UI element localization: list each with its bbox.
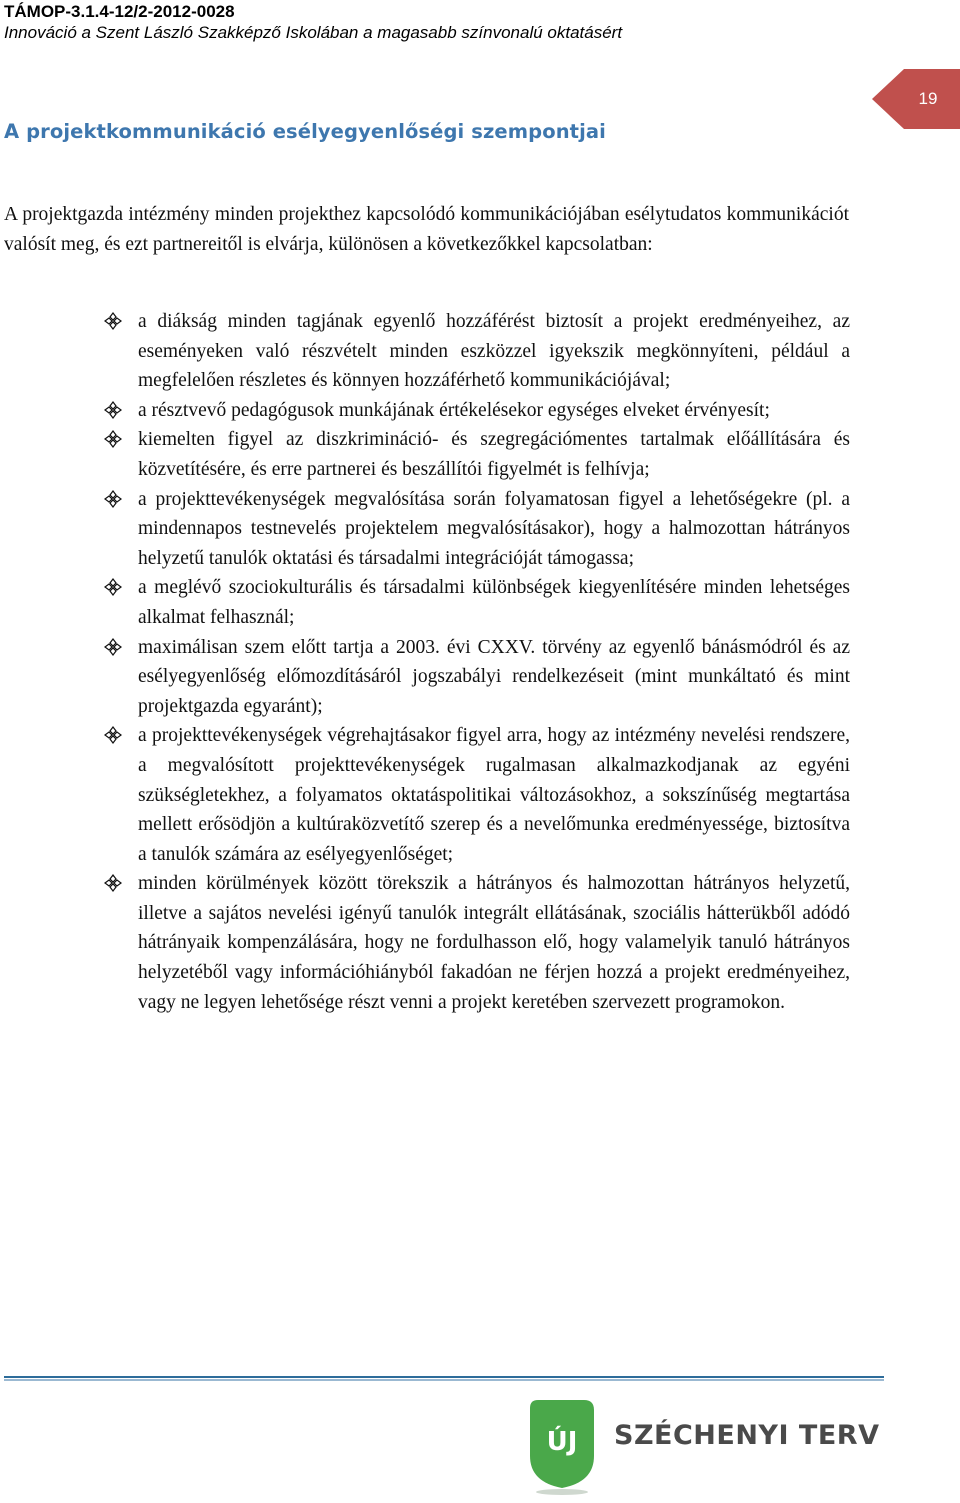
logo-badge-text: ÚJ [546,1427,578,1457]
intro-paragraph: A projektgazda intézmény minden projekthez kapcsolódó kommunikációjában esélytudatos kommunikációt valósít meg, és ezt partnereitől is elvárja, különösen a következőkkel kapcsolatban: [4,204,849,255]
footer-rule [4,1376,884,1381]
diamond-bullet-icon [104,430,122,448]
diamond-bullet-icon [104,490,122,508]
project-subtitle: Innováció a Szent László Szakképző Iskolában a magasabb színvonalú oktatásért [4,23,623,42]
szechenyi-terv-logo [522,1398,880,1498]
list-item [0,633,850,722]
list-item [0,573,850,632]
project-code: TÁMOP-3.1.4-12/2-2012-0028 [4,2,235,21]
list-item-text: maximálisan szem előtt tartja a 2003. évi CXXV. törvény az egyenlő bánásmódról és az esélyegyenlőség előmozdításáról jogszabályi rendelkezéseit (mint munkáltató és mint projektgazda egyaránt); [138,636,850,717]
diamond-bullet-icon [104,874,122,892]
page-number: 19 [918,89,938,108]
list-item [0,307,850,396]
footer-rule-light [4,1379,884,1381]
list-item-text: a projekttevékenységek végrehajtásakor figyel arra, hogy az intézmény nevelési rendszere, a megvalósított projekttevékenységek rugalmasan alkalmazkodjanak az egyéni szükségletekhez, a folyamatos oktatáspolitikai változásokhoz, a sokszínűség megtartása mellett erősödjön a kultúraközvetítő szerep és a nevelőmunka eredményessége, biztosítva a tanulók számára az esélyegyenlőséget; [138,725,850,865]
section-title: A projektkommunikáció esélyegyenlőségi szempontjai [4,120,606,143]
list-item [0,869,850,1017]
diamond-bullet-icon [104,401,122,419]
list-item [0,721,850,869]
document-header [4,2,622,44]
diamond-bullet-icon [104,638,122,656]
list-item-text: a diákság minden tagjának egyenlő hozzáférést biztosít a projekt eredményeihez, az eseményeken való részvételt minden eszközzel igyekszik megkönnyíteni, például a megfelelően részletes és könnyen hozzáférhető kommunikációjával; [138,311,850,392]
list-item-text: a résztvevő pedagógusok munkájának értékelésekor egységes elveket érvényesít; [138,399,770,421]
list-item [0,396,850,426]
diamond-bullet-icon [104,578,122,596]
diamond-bullet-icon [104,726,122,744]
bullet-list [0,307,850,1017]
list-item [0,485,850,574]
footer-rule-dark [4,1376,884,1378]
list-item-text: kiemelten figyel az diszkrimináció- és szegregációmentes tartalmak előállítására és közvetítésére, és erre partnerei és beszállítói figyelmét is felhívja; [138,429,850,480]
diamond-bullet-icon [104,312,122,330]
uj-badge-icon [522,1398,602,1496]
logo-wordmark: SZÉCHENYI TERV [614,1420,880,1451]
list-item-text: a projekttevékenységek megvalósítása során folyamatosan figyel a lehetőségekre (pl. a mindennapos testnevelés projektelem megvalósításakor), hogy a halmozottan hátrányos helyzetű tanulók oktatási és társadalmi integrációját támogassa; [138,488,850,569]
list-item-text: a meglévő szociokulturális és társadalmi különbségek kiegyenlítésére minden lehetséges alkalmat felhasznál; [138,577,850,628]
list-item [0,425,850,484]
list-item-text: minden körülmények között törekszik a hátrányos és halmozottan hátrányos helyzetű, illetve a sajátos nevelési igényű tanulók integrált ellátásának, szociális hátterükből adódó hátrányaik kompenzálására, hogy ne fordulhasson elő, hogy valamelyik tanuló hátrányos helyzetéből vagy információhiányból fakadóan ne férjen hozzá a projekt eredményeihez, vagy ne legyen lehetősége részt venni a projekt keretében szervezett programokon. [138,873,850,1013]
page-number-badge [872,69,960,129]
